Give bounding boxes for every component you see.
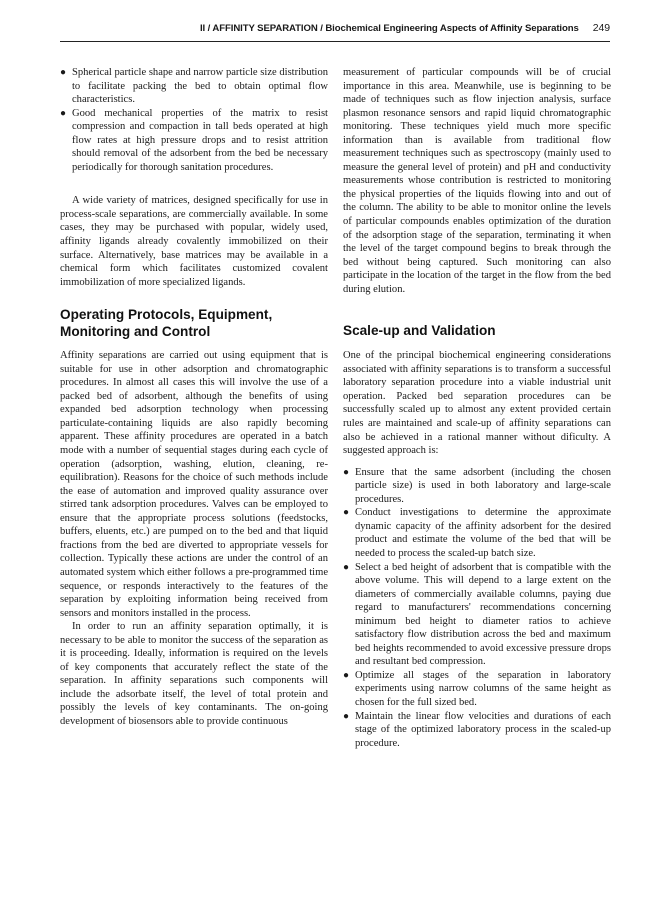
section-heading-scale-up: Scale-up and Validation xyxy=(343,323,496,339)
paragraph: A wide variety of matrices, designed specifically for use in process-scale separations, are commercially available. In some cases, they may be purchased with popular, widely used, affinity ligands already covalently immobilized on their surface. Alternatively, base matrices may be available in a chemical form which facilitates customized covalent immobilization of more specialized ligands. xyxy=(60,195,328,288)
bullet-icon: ● xyxy=(343,466,350,478)
matrix-requirements-list xyxy=(60,66,328,174)
list-item: ● Optimize all stages of the separation in laboratory experiments using narrow columns of the same height as chosen for the full sized bed. xyxy=(343,669,611,708)
paragraph: In order to run an affinity separation optimally, it is necessary to be able to monitor the success of the separation as it is proceeding. Ideally, information is required on the levels of key components that accurately reflect the state of the separation. In affinity separations such components will include the adsorbate itself, the level of total protein and possibly the levels of key contaminants. The on-going development of biosensors able to provide continuous xyxy=(60,621,328,727)
list-item: ● Ensure that the same adsorbent (including the chosen particle size) is used in both laboratory and large-scale procedures. xyxy=(343,466,611,505)
header-rule xyxy=(60,41,610,42)
list-item: ● Good mechanical properties of the matrix to resist compression and compaction in tall beds operated at high flow rates at high pressure drops and to resist attrition should removal of the adsorbent from the bed be necessary periodically for thorough sanitation procedures. xyxy=(60,107,328,173)
bullet-icon: ● xyxy=(60,67,67,78)
page-number: 249 xyxy=(592,22,610,34)
list-item: ● Maintain the linear flow velocities and durations of each stage of the optimized laboratory process in the scaled-up procedure. xyxy=(343,710,611,749)
bullet-icon: ● xyxy=(343,669,350,681)
bullet-icon: ● xyxy=(343,507,350,519)
running-title: II / AFFINITY SEPARATION / Biochemical Engineering Aspects of Affinity Separations xyxy=(199,23,579,34)
right-column xyxy=(343,66,611,750)
running-header xyxy=(60,22,610,38)
section-heading-operating-protocols: Operating Protocols, Equipment, Monitoring and Control xyxy=(60,307,273,340)
list-item: ● Spherical particle shape and narrow particle size distribution to facilitate packing the bed to obtain optimal flow characteristics. xyxy=(60,67,328,106)
paragraph: Affinity separations are carried out using equipment that is suitable for use in other adsorption and chromatographic procedures. In almost all cases this will involve the use of a packed bed of adsorbent, although the benefits of using expanded bed adsorption technology when processing particulate-containing liquids are also rapidly becoming apparent. These affinity procedures are operated in a batch mode with a number of sequential stages during each cycle of operation (adsorption, washing, elution, cleaning, re-equilibration). Reasons for the choice of such methods include the ease of automation and improved quality assurance over stirred tank adsorption procedures. Valves can be employed to ensure that the appropriate process solutions (feedstocks, buffers, eluents, etc.) are pumped on to the bed and that liquid fractions from the bed are diverted to appropriate vessels for collection. Typically these actions are under the control of an automated system which either follows a pre-programmed time sequence, or responds interactively to the features of the separation by exploiting information being received from sensors and monitors installed in the process. xyxy=(60,350,328,619)
left-column xyxy=(60,66,328,729)
bullet-icon: ● xyxy=(60,107,67,119)
bullet-icon: ● xyxy=(343,561,350,573)
paragraph: measurement of particular compounds will be of crucial importance in this area. Meanwhile, use is beginning to be made of techniques such as flow injection analysis, surface plasmon resonance sensors and rapid liquid chromatographic monitoring. These techniques yield much more specific information than is available from traditional flow measurement techniques such as spectroscopy (mainly used to measure the general level of protein) and pH and conductivity measurements whose contribution is restricted to monitoring the physical properties of the liquids flowing into and out of the column. The ability to be able to monitor online the levels of particular compounds enables optimization of the duration of the adsorption stage of the separation, terminating it when the level of the target compound begins to break through the bed without being captured. Such monitoring can also participate in the location of the target in the flow from the bed during elution. xyxy=(343,67,611,295)
scale-up-steps-list xyxy=(343,466,611,750)
bullet-icon: ● xyxy=(343,710,350,722)
paragraph: One of the principal biochemical engineering considerations associated with affinity separations is to transform a successful laboratory separation procedure into a viable industrial unit operation. Packed bed separation procedures can be successfully scaled up to almost any extent provided certain rules are maintained and scale-up of affinity separations can also be achieved in a rational manner without dificulty. A suggested approach is: xyxy=(343,350,611,457)
list-item: ● Conduct investigations to determine the approximate dynamic capacity of the affinity adsorbent for the desired product and estimate the volume of the bed that will be needed to process the scaled-up batch size. xyxy=(343,507,611,559)
list-item: ● Select a bed height of adsorbent that is compatible with the above volume. This will depend to a large extent on the diameters of commercially available columns, paying due regard to manufacturers' recommendations concerning minimum bed height to diameter ratios to achieve satisfactory flow distribution across the bed and maximum bed heights recommended to avoid excessive pressure drops and resultant bed compression. xyxy=(343,561,611,668)
